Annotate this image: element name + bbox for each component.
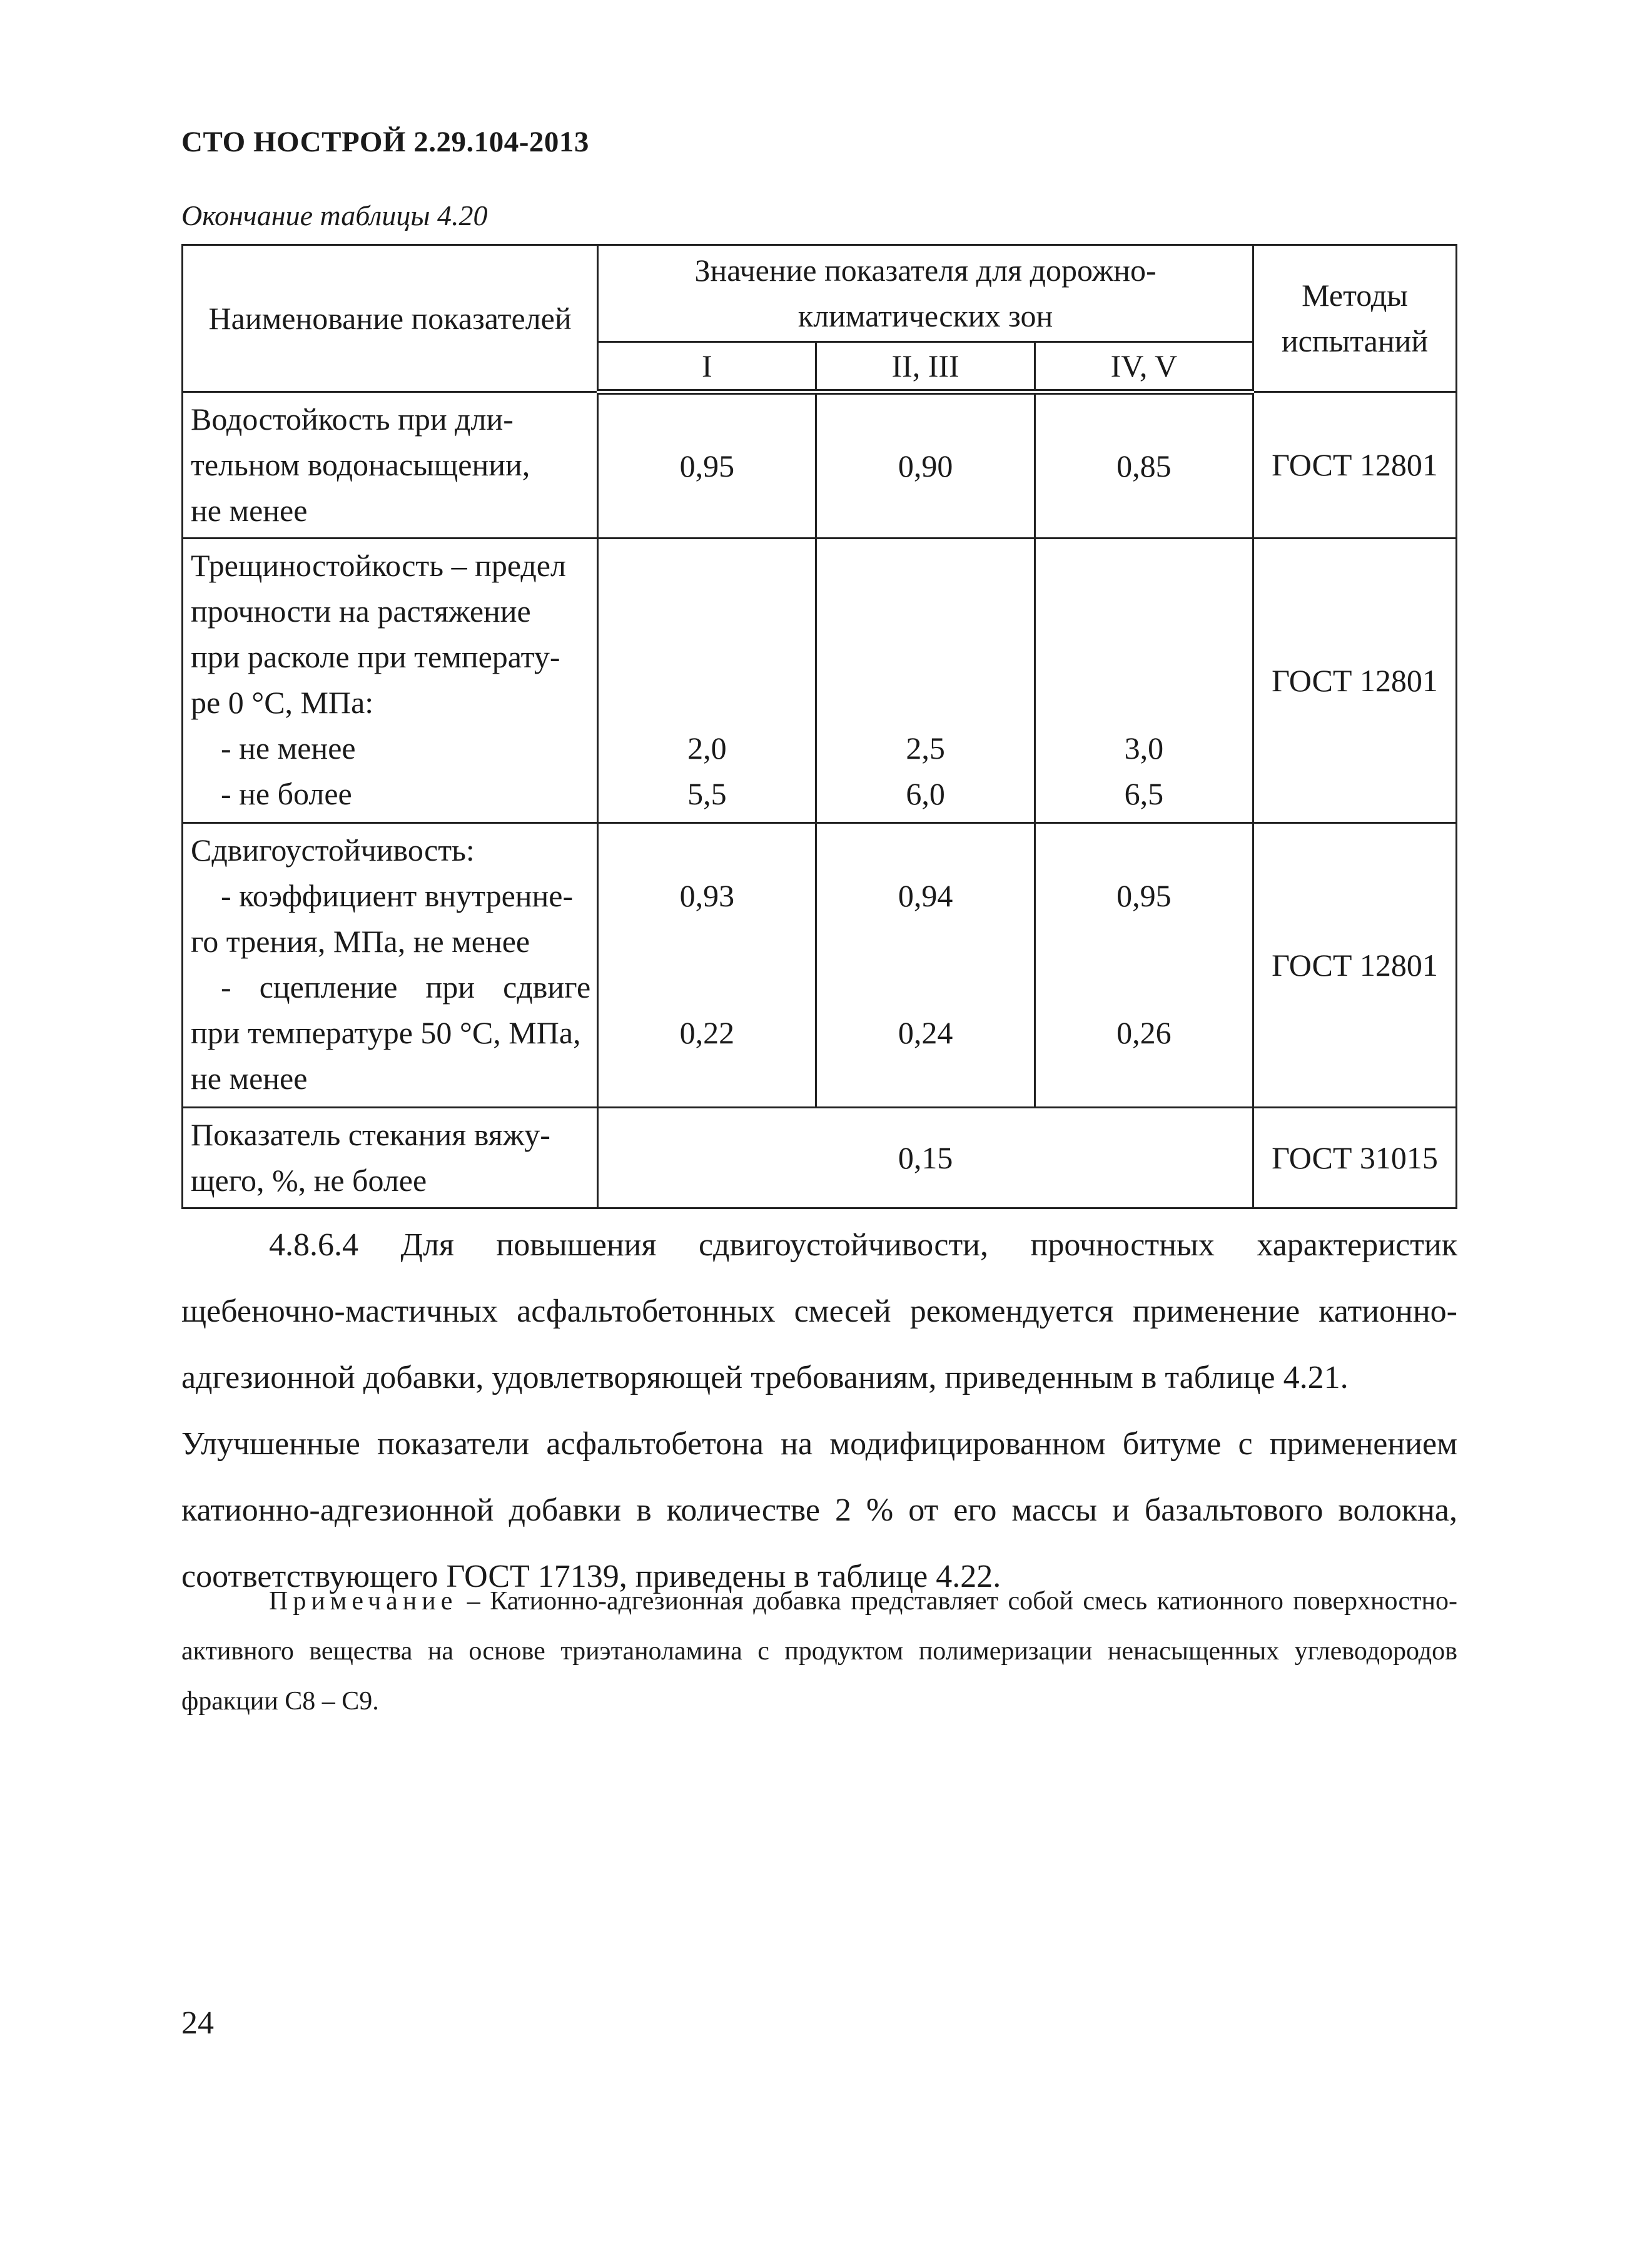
test-method: ГОСТ 12801: [1253, 392, 1457, 539]
row-name: Сдвигоустойчивость: - коэффициент внутренне- го трения, МПа, не менее - сцепление при сдвиге при температуре 50 °С, МПа, не менее: [183, 823, 598, 1108]
header-zone-3: IV, V: [1035, 342, 1253, 392]
value-zone-3: 0,85: [1035, 392, 1253, 539]
spec-table: [181, 244, 1457, 1209]
note: [181, 1576, 1457, 1726]
note-text: – Катионно-адгезионная добавка представляет собой смесь катионного поверхностно-активного вещества на основе триэтаноламина с продуктом полимеризации ненасыщенных углеводородов фракции С8 – С9.: [181, 1587, 1457, 1716]
value-all-zones: 0,15: [598, 1108, 1253, 1208]
value-zone-2: 0,94 0,24: [816, 823, 1035, 1108]
paragraph-4-8-6-4: 4.8.6.4 Для повышения сдвигоустойчивости, прочностных характеристик щебеночно-мастичных асфальтобетонных смесей рекомендуется применение катионно-адгезионной добавки, удовлетворяющей требованиям, приведенным в таблице 4.21.: [181, 1227, 1457, 1395]
value-zone-1: 0,95: [598, 392, 816, 539]
test-method: ГОСТ 31015: [1253, 1108, 1457, 1208]
page-number: 24: [181, 2005, 214, 2041]
header-zone-1: I: [598, 342, 816, 392]
test-method: ГОСТ 12801: [1253, 823, 1457, 1108]
value-zone-2: 0,90: [816, 392, 1035, 539]
value-zone-1: 2,0 5,5: [598, 539, 816, 823]
note-label: Примечание: [269, 1587, 458, 1616]
paragraph-improved-indicators: Улучшенные показатели асфальтобетона на модифицированном битуме с применением катионно-адгезионной добавки в количестве 2 % от его массы и базальтового волокна, соответствующего ГОСТ 17139, приведены в таблице 4.22.: [181, 1426, 1457, 1594]
test-method: ГОСТ 12801: [1253, 539, 1457, 823]
table-row: [183, 539, 1457, 823]
header-zone-2: II, III: [816, 342, 1035, 392]
table-row: [183, 392, 1457, 539]
header-method: Методы испытаний: [1253, 245, 1457, 392]
row-name: Водостойкость при дли- тельном водонасыщении, не менее: [183, 392, 598, 539]
value-zone-2: 2,5 6,0: [816, 539, 1035, 823]
page-header: СТО НОСТРОЙ 2.29.104-2013: [181, 126, 589, 158]
value-zone-3: 0,95 0,26: [1035, 823, 1253, 1108]
header-name: Наименование показателей: [183, 245, 598, 392]
table-caption: Окончание таблицы 4.20: [181, 200, 488, 231]
row-name: Показатель стекания вяжу- щего, %, не более: [183, 1108, 598, 1208]
table-row: [183, 823, 1457, 1108]
value-zone-1: 0,93 0,22: [598, 823, 816, 1108]
value-zone-3: 3,0 6,5: [1035, 539, 1253, 823]
header-value-group: Значение показателя для дорожно-климатических зон: [598, 245, 1253, 342]
table-row: [183, 1108, 1457, 1208]
row-name: Трещиностойкость – предел прочности на растяжение при расколе при температу- ре 0 °С, МПа: - не менее - не более: [183, 539, 598, 823]
